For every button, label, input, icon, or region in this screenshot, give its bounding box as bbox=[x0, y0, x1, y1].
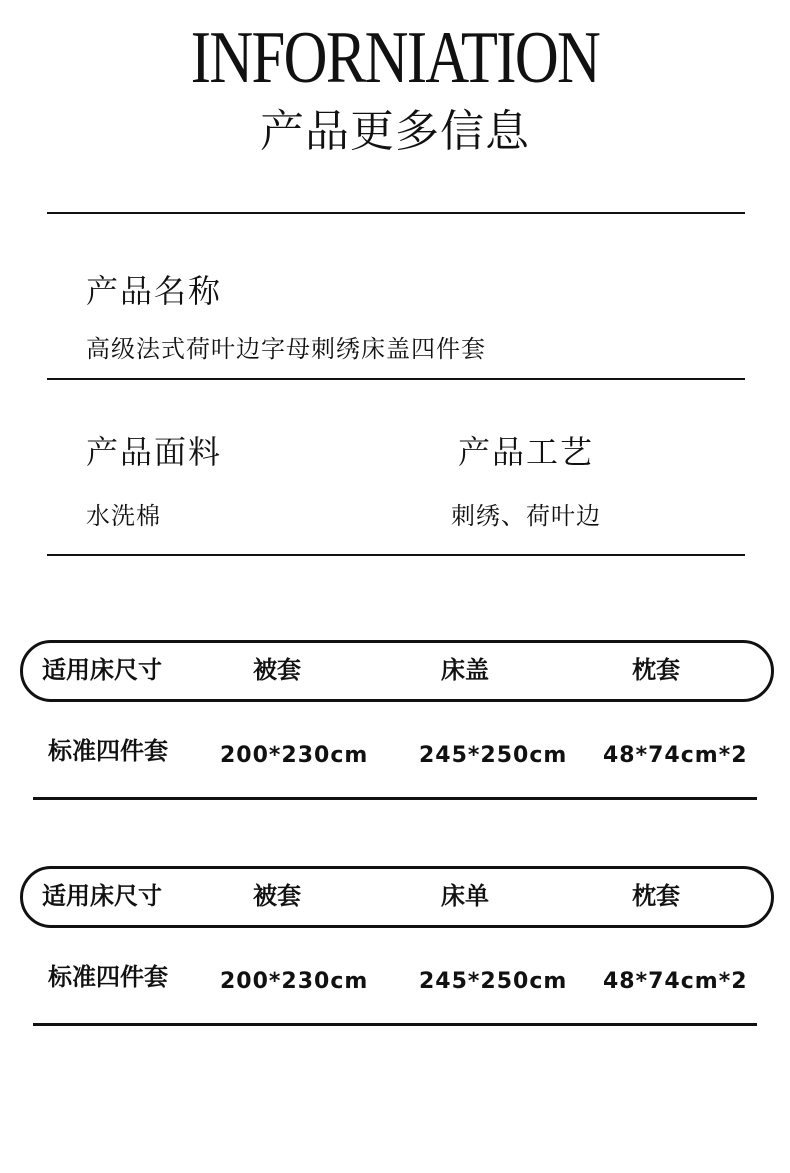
divider-product-name bbox=[47, 378, 745, 380]
fabric-label: 产品面料 bbox=[86, 433, 223, 471]
table-2-header-duvet: 被套 bbox=[253, 882, 301, 910]
craft-label: 产品工艺 bbox=[458, 433, 595, 471]
table-2-row-set: 标准四件套 bbox=[48, 963, 168, 991]
table-2-header-bed-size: 适用床尺寸 bbox=[42, 882, 162, 910]
table-2-row-pillowcase: 48*74cm*2 bbox=[603, 969, 748, 994]
table-2-row-duvet: 200*230cm bbox=[220, 969, 369, 994]
table-2-row-sheet: 245*250cm bbox=[419, 969, 568, 994]
craft-value: 刺绣、荷叶边 bbox=[451, 502, 601, 530]
fabric-value: 水洗棉 bbox=[86, 502, 161, 530]
table-1-header-bed-size: 适用床尺寸 bbox=[42, 656, 162, 684]
table-1-row-duvet: 200*230cm bbox=[220, 743, 369, 768]
table-1-row-pillowcase: 48*74cm*2 bbox=[603, 743, 748, 768]
product-name-label: 产品名称 bbox=[86, 272, 223, 310]
table-2-divider bbox=[33, 1023, 757, 1026]
divider-top bbox=[47, 212, 745, 214]
table-1-row-bedspread: 245*250cm bbox=[419, 743, 568, 768]
table-1-header-pillowcase: 枕套 bbox=[632, 656, 680, 684]
divider-fabric-craft bbox=[47, 554, 745, 556]
title-english: INFORNIATION bbox=[190, 17, 600, 99]
table-1-divider bbox=[33, 797, 757, 800]
table-1-header-duvet: 被套 bbox=[253, 656, 301, 684]
table-1-header-bedspread: 床盖 bbox=[441, 656, 489, 684]
product-name-value: 高级法式荷叶边字母刺绣床盖四件套 bbox=[86, 335, 486, 363]
table-2-header-sheet: 床单 bbox=[441, 882, 489, 910]
table-1-row-set: 标准四件套 bbox=[48, 737, 168, 765]
table-2-header-pillowcase: 枕套 bbox=[632, 882, 680, 910]
title-chinese: 产品更多信息 bbox=[260, 106, 530, 157]
